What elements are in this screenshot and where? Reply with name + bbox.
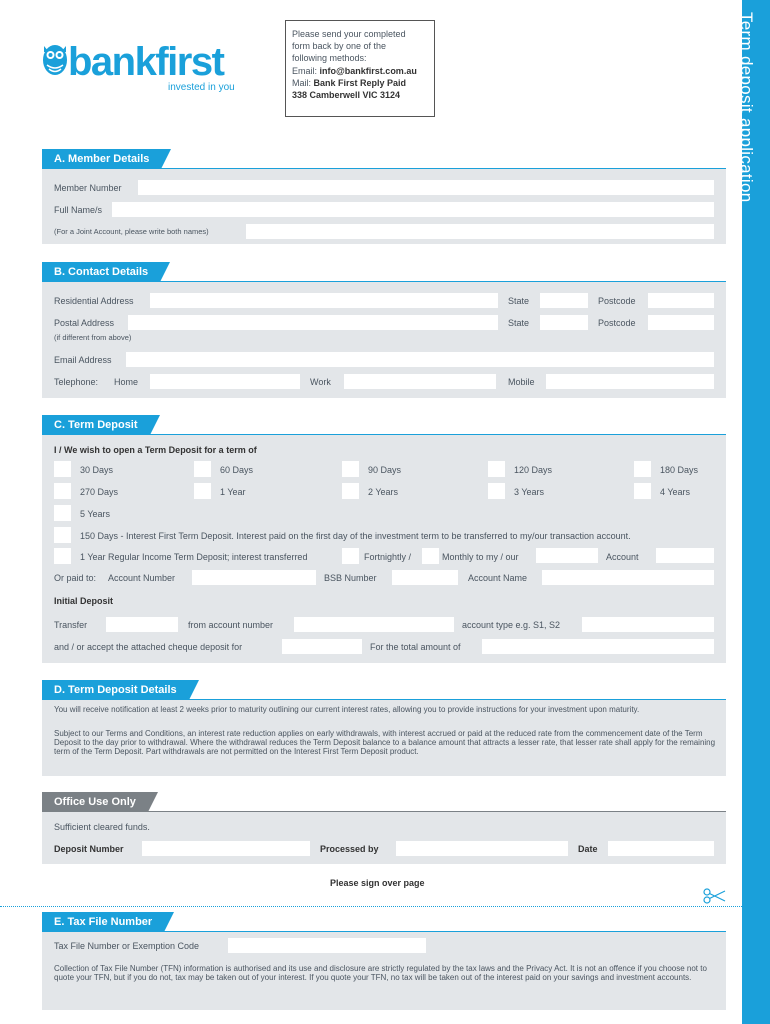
interest-first-label: 150 Days - Interest First Term Deposit. Interest paid on the first day of the investment term to be transferred to my/our transaction account. [80,531,631,541]
checkbox-monthly[interactable] [422,548,439,564]
term-60-days: 60 Days [220,465,254,475]
brand-logo-text: bankfirst [68,40,224,84]
postal-postcode-field[interactable] [648,315,714,330]
full-name-field[interactable] [112,202,714,217]
telephone-label: Telephone: [54,377,99,387]
processed-by-field[interactable] [396,841,568,856]
term-5-years: 5 Years [80,509,111,519]
postal-postcode-label: Postcode [598,318,636,328]
postal-address-field[interactable] [128,315,498,330]
info-address: 338 Camberwell VIC 3124 [292,90,401,100]
term-30-days: 30 Days [80,465,114,475]
account-number-label: Account Number [108,573,176,583]
postal-address-note: (if different from above) [54,333,132,342]
joint-account-note: (For a Joint Account, please write both names) [54,227,209,236]
email-address[interactable]: info@bankfirst.com.au [319,66,417,76]
total-amount-label: For the total amount of [370,642,461,652]
tfn-label: Tax File Number or Exemption Code [54,941,200,951]
checkbox-60-days[interactable] [194,461,211,477]
checkbox-180-days[interactable] [634,461,651,477]
paid-to-account-number-field[interactable] [192,570,316,585]
term-2-years: 2 Years [368,487,399,497]
checkbox-90-days[interactable] [342,461,359,477]
mail-address: Bank First Reply Paid [313,78,407,88]
work-phone-field[interactable] [344,374,496,389]
section-b-title: B. Contact Details [42,262,160,282]
cleared-funds-label: Sufficient cleared funds. [54,822,150,832]
term-270-days: 270 Days [80,487,119,497]
checkbox-270-days[interactable] [54,483,71,499]
sign-over-page-note: Please sign over page [330,878,425,888]
bsb-field[interactable] [392,570,458,585]
term-intro: I / We wish to open a Term Deposit for a term of [54,445,257,455]
initial-deposit-heading: Initial Deposit [54,596,114,606]
cut-line [0,906,742,907]
section-c-title: C. Term Deposit [42,415,150,435]
checkbox-30-days[interactable] [54,461,71,477]
postcode-field[interactable] [648,293,714,308]
account-name-label: Account Name [468,573,528,583]
monthly-label: Monthly to my / our [442,552,519,562]
interest-account-type-field[interactable] [536,548,598,563]
deposit-number-field[interactable] [142,841,310,856]
email-label: Email: [292,66,318,76]
member-number-label: Member Number [54,183,122,193]
info-line-3: following methods: [292,53,367,63]
checkbox-fortnightly[interactable] [342,548,359,564]
account-name-field[interactable] [542,570,714,585]
info-line-1: Please send your completed [292,29,406,39]
full-name-label: Full Name/s [54,205,103,215]
residential-address-field[interactable] [150,293,498,308]
office-date-field[interactable] [608,841,714,856]
section-b-panel [42,282,726,398]
processed-by-label: Processed by [320,844,379,854]
mail-label: Mail: [292,78,312,88]
email-address-label: Email Address [54,355,112,365]
account-label: Account [606,552,639,562]
scissors-icon [703,888,727,904]
postal-state-field[interactable] [540,315,588,330]
office-use-title: Office Use Only [42,792,148,812]
checkbox-4-years[interactable] [634,483,651,499]
office-use-panel [42,812,726,864]
checkbox-interest-first[interactable] [54,527,71,543]
account-type-field[interactable] [582,617,714,632]
cheque-label: and / or accept the attached cheque deposit for [54,642,243,652]
info-email-line [292,66,417,76]
mobile-phone-label: Mobile [508,377,535,387]
home-phone-field[interactable] [150,374,300,389]
return-instructions-box [285,20,435,117]
regular-income-label: 1 Year Regular Income Term Deposit; interest transferred [80,552,308,562]
postal-state-label: State [508,318,530,328]
checkbox-1-year[interactable] [194,483,211,499]
section-d-panel [42,700,726,776]
term-1-year: 1 Year [220,487,246,497]
postal-address-label: Postal Address [54,318,115,328]
brand-tagline: invested in you [168,82,235,93]
transfer-label: Transfer [54,620,88,630]
member-number-field[interactable] [138,180,714,195]
term-120-days: 120 Days [514,465,553,475]
info-line-2: form back by one of the [292,41,387,51]
account-type-label: account type e.g. S1, S2 [462,620,561,630]
maturity-notice-text: You will receive notification at least 2 weeks prior to maturity outlining our current interest rates, allowing you to provide instructions for your investment upon maturity. [54,705,640,714]
term-3-years: 3 Years [514,487,545,497]
deposit-number-label: Deposit Number [54,844,124,854]
total-amount-field[interactable] [482,639,714,654]
tfn-field[interactable] [228,938,426,953]
transfer-amount-field[interactable] [106,617,178,632]
checkbox-3-years[interactable] [488,483,505,499]
section-a-panel [42,169,726,244]
email-address-field[interactable] [126,352,714,367]
office-date-label: Date [578,844,598,854]
checkbox-5-years[interactable] [54,505,71,521]
residential-address-label: Residential Address [54,296,134,306]
term-90-days: 90 Days [368,465,402,475]
section-a-title: A. Member Details [42,149,161,169]
checkbox-2-years[interactable] [342,483,359,499]
term-4-years: 4 Years [660,487,691,497]
sidebar-title: Term deposit application [737,12,756,203]
section-e-panel [42,932,726,1010]
section-c-panel [42,435,726,663]
state-field[interactable] [540,293,588,308]
fortnightly-label: Fortnightly / [364,552,412,562]
bsb-label: BSB Number [324,573,377,583]
or-paid-to-label: Or paid to: [54,573,97,583]
joint-name-field[interactable] [246,224,714,239]
section-d-title: D. Term Deposit Details [42,680,189,700]
home-phone-label: Home [114,377,139,387]
info-mail-line [292,78,406,88]
from-account-number-field[interactable] [294,617,454,632]
section-e-title: E. Tax File Number [42,912,164,932]
cheque-amount-field[interactable] [282,639,362,654]
checkbox-regular-income[interactable] [54,548,71,564]
term-180-days: 180 Days [660,465,699,475]
from-account-label: from account number [188,620,274,630]
mobile-phone-field[interactable] [546,374,714,389]
terms-conditions-text: Subject to our Terms and Conditions, an interest rate reduction applies on early withdrawals, with interest accrued or paid at the reduced rate from the commencement date of the Term Deposit to the day prior to withdrawal. Where the withdrawal reduces the Term Deposit balance to a balance amount that attracts a lesser rate, that lesser rate shall apply for the remaining term of the Term Deposit. Part withdrawals are not permitted on the Interest First Term Deposit product. [54,729,716,756]
interest-account-field[interactable] [656,548,714,563]
owl-logo-icon [42,40,68,76]
tfn-privacy-text: Collection of Tax File Number (TFN) information is authorised and its use and disclosure are strictly regulated by the tax laws and the Privacy Act. It is not an offence if you choose not to quote your TFN, but if you do not, tax may be taken out of your interest. If you quote your TFN, no tax will be taken out of the interest paid on your savings and investment accounts. [54,964,707,982]
postcode-label: Postcode [598,296,636,306]
state-label: State [508,296,530,306]
work-phone-label: Work [310,377,331,387]
checkbox-120-days[interactable] [488,461,505,477]
